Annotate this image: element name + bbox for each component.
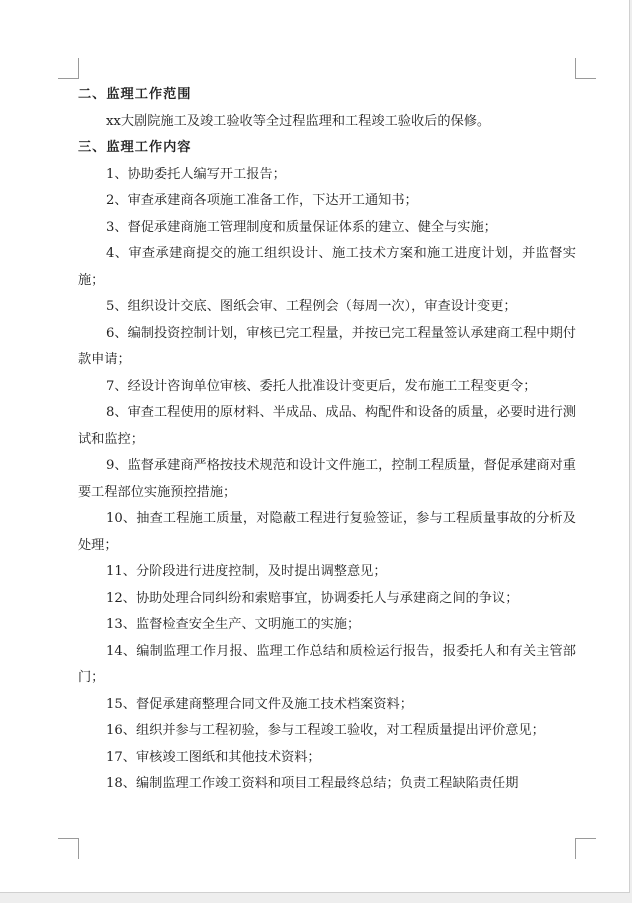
list-item: 15、督促承建商整理合同文件及施工技术档案资料； [106, 696, 413, 712]
list-item: 3、督促承建商施工管理制度和质量保证体系的建立、健全与实施； [106, 219, 497, 235]
list-item: 16、组织并参与工程初验，参与工程竣工验收，对工程质量提出评价意见； [106, 723, 545, 738]
list-item: 5、组织设计交底、图纸会审、工程例会（每周一次），审查设计变更； [106, 299, 517, 314]
scope-paragraph: xx大剧院施工及竣工验收等全过程监理和工程竣工验收后的保修。 [106, 113, 491, 129]
list-item: 17、审核竣工图纸和其他技术资料； [106, 749, 321, 765]
corner-mark-top-left [58, 58, 79, 79]
list-item: 11、分阶段进行进度控制，及时提出调整意见； [106, 564, 387, 579]
list-item: 4、审查承建商提交的施工组织设计、施工技术方案和施工进度计划，并监督实施； [78, 246, 576, 288]
corner-mark-bottom-left [58, 838, 79, 859]
document-body [78, 82, 576, 798]
corner-mark-bottom-right [575, 838, 596, 859]
list-item: 2、审查承建商各项施工准备工作，下达开工通知书； [106, 193, 418, 208]
list-item: 8、审查工程使用的原材料、半成品、成品、构配件和设备的质量，必要时进行测试和监控； [78, 405, 576, 447]
list-item: 10、抽查工程施工质量，对隐蔽工程进行复验签证，参与工程质量事故的分析及处理； [78, 511, 576, 553]
list-item: 14、编制监理工作月报、监理工作总结和质检运行报告，报委托人和有关主管部门； [78, 643, 576, 685]
corner-mark-top-right [575, 58, 596, 79]
section-heading-scope: 二、监理工作范围 [78, 87, 192, 102]
list-item: 13、监督检查安全生产、文明施工的实施； [106, 617, 361, 632]
section-heading-content: 三、监理工作内容 [78, 140, 192, 155]
list-item: 6、编制投资控制计划，审核已完工程量，并按已完工程量签认承建商工程中期付款申请； [78, 325, 576, 367]
list-item: 12、协助处理合同纠纷和索赔事宜，协调委托人与承建商之间的争议； [106, 590, 519, 606]
list-item: 18、编制监理工作竣工资料和项目工程最终总结；负责工程缺陷责任期 [106, 776, 519, 791]
list-item: 9、监督承建商严格按技术规范和设计文件施工，控制工程质量，督促承建商对重要工程部位实施预控措施； [78, 458, 576, 500]
list-item: 1、协助委托人编写开工报告； [106, 166, 286, 182]
list-item: 7、经设计咨询单位审核、委托人批准设计变更后，发布施工工程变更令； [106, 378, 537, 394]
